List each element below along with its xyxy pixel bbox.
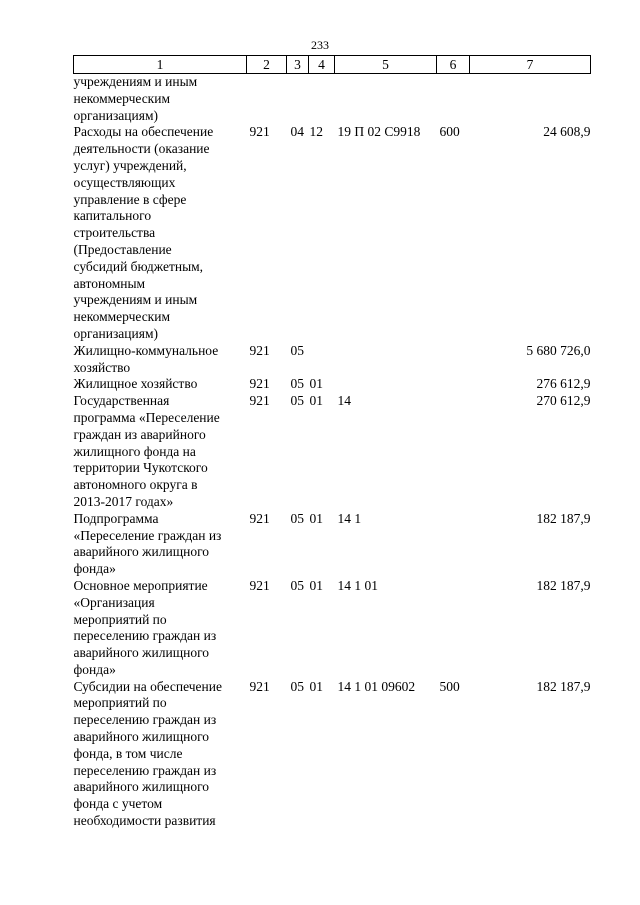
- row-target-code: 14 1 01: [337, 577, 378, 593]
- row-subsection-code: [309, 74, 335, 125]
- column-header-5: 5: [335, 56, 437, 74]
- row-target-code: [335, 343, 437, 377]
- row-name: Расходы на обеспечение деятельности (оказание услуг) учреждений, осуществляющих управление в сфере капитального строительства (Предоставление субсидий бюджетным, автономным учреждениям и иным некоммерческим организациям): [73, 124, 214, 341]
- row-amount: 5 680 726,0: [526, 342, 591, 358]
- row-section-code: 04: [290, 124, 304, 140]
- row-section-code: 05: [290, 376, 304, 392]
- row-target-code: 19 П 02 С9918: [337, 124, 421, 140]
- page-number: 233: [311, 38, 329, 52]
- row-name: Подпрограмма «Переселение граждан из аварийного жилищного фонда»: [73, 510, 222, 577]
- row-subsection-code: 01: [309, 577, 323, 593]
- row-name: Жилищно-коммунальное хозяйство: [73, 342, 219, 375]
- row-ministry-code: 921: [249, 342, 270, 358]
- row-ministry-code: 921: [249, 510, 270, 526]
- row-ministry-code: 921: [249, 678, 270, 694]
- row-expense-type-code: [437, 578, 470, 679]
- table-row: [74, 343, 591, 377]
- row-subsection-code: [309, 343, 335, 377]
- row-amount: [470, 74, 591, 125]
- column-header-7: 7: [470, 56, 591, 74]
- row-subsection-code: 12: [309, 124, 323, 140]
- row-name: Жилищное хозяйство: [73, 376, 198, 392]
- row-expense-type-code: [437, 376, 470, 393]
- row-expense-type-code: 600: [439, 124, 460, 140]
- row-target-code: 14 1: [337, 510, 362, 526]
- row-ministry-code: 921: [249, 393, 270, 409]
- row-ministry-code: 921: [249, 376, 270, 392]
- row-amount: 182 187,9: [536, 577, 591, 593]
- row-amount: 24 608,9: [543, 124, 591, 140]
- row-section-code: 05: [290, 393, 304, 409]
- row-name: учреждениям и иным некоммерческим организациям): [73, 74, 198, 123]
- row-section-code: 05: [290, 678, 304, 694]
- table-row: [74, 393, 591, 511]
- table-row: [74, 578, 591, 679]
- row-expense-type-code: [437, 393, 470, 511]
- row-amount: 276 612,9: [536, 376, 591, 392]
- row-amount: 182 187,9: [536, 678, 591, 694]
- row-ministry-code: 921: [249, 577, 270, 593]
- row-subsection-code: 01: [309, 678, 323, 694]
- row-expense-type-code: 500: [439, 678, 460, 694]
- row-amount: 182 187,9: [536, 510, 591, 526]
- row-name: Субсидии на обеспечение мероприятий по переселению граждан из аварийного жилищного фонда, в том числе переселению граждан из аварийного жилищного фонда с учетом необходимости развития: [73, 678, 222, 829]
- row-subsection-code: 01: [309, 393, 323, 409]
- row-target-code: 14 1 01 09602: [337, 678, 416, 694]
- table-row: [74, 376, 591, 393]
- table-row: [74, 511, 591, 578]
- row-expense-type-code: [437, 74, 470, 125]
- row-section-code: [287, 74, 309, 125]
- row-ministry-code: 921: [249, 124, 270, 140]
- table-row: [74, 679, 591, 830]
- row-name: Основное мероприятие «Организация мероприятий по переселению граждан из аварийного жилищного фонда»: [73, 577, 217, 677]
- table-row: [74, 124, 591, 342]
- row-target-code: [335, 74, 437, 125]
- row-expense-type-code: [437, 343, 470, 377]
- column-header-6: 6: [437, 56, 470, 74]
- row-section-code: 05: [290, 577, 304, 593]
- column-header-3: 3: [287, 56, 309, 74]
- row-subsection-code: 01: [309, 376, 323, 392]
- row-section-code: 05: [290, 342, 304, 358]
- row-target-code: [335, 376, 437, 393]
- column-header-2: 2: [247, 56, 287, 74]
- row-ministry-code: [247, 74, 287, 125]
- row-subsection-code: 01: [309, 510, 323, 526]
- row-expense-type-code: [437, 511, 470, 578]
- budget-table: [73, 55, 591, 830]
- column-header-4: 4: [309, 56, 335, 74]
- column-header-1: 1: [74, 56, 247, 74]
- table-row: [74, 74, 591, 125]
- row-amount: 270 612,9: [536, 393, 591, 409]
- row-target-code: 14: [337, 393, 351, 409]
- column-number-row: [74, 56, 591, 74]
- row-name: Государственная программа «Переселение граждан из аварийного жилищного фонда на территории Чукотского автономного округа в 2013-2017 годах»: [73, 393, 220, 509]
- row-section-code: 05: [290, 510, 304, 526]
